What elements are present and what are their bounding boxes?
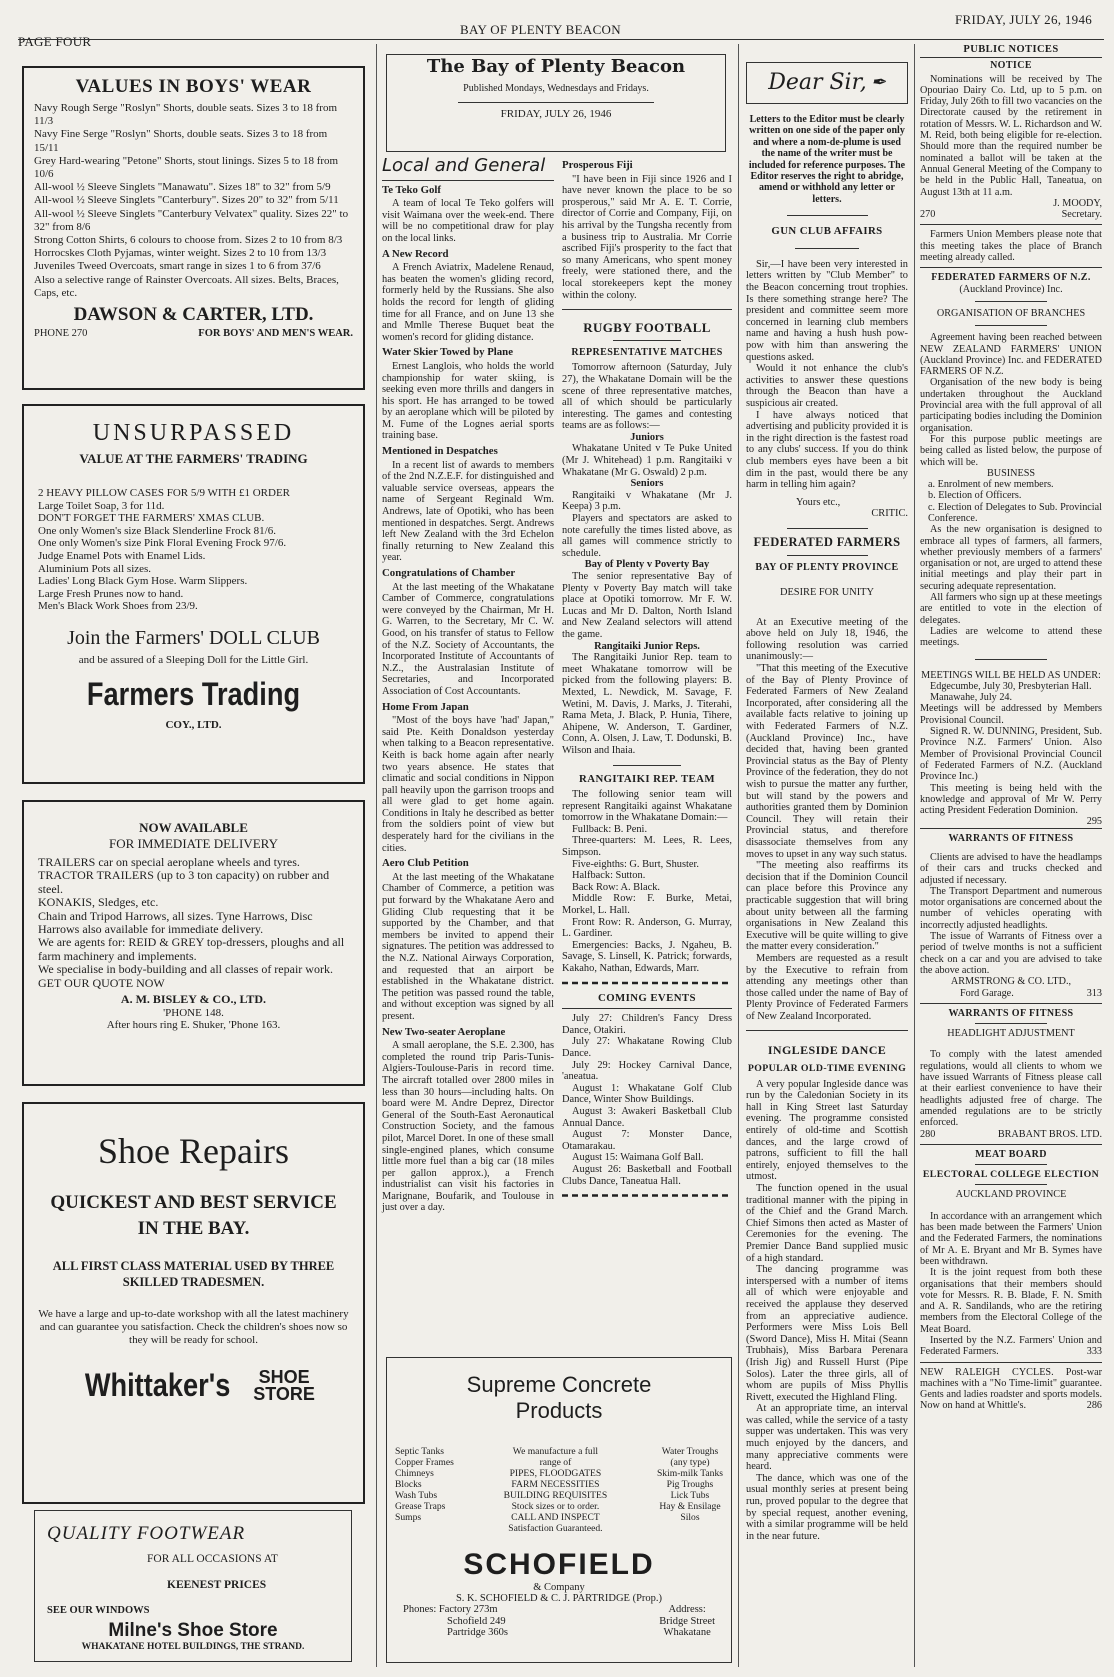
notice-body: To comply with the latest amended regulations, would all clients to whom we have issued Warrants of Fitness please call at their earliest convenience to have their headlights adjusted free of charge. The amended regulations are to be strictly enforced.: [920, 1049, 1102, 1129]
article-title: New Two-seater Aeroplane: [382, 1025, 506, 1038]
notice-firm: ARMSTRONG & CO. LTD.,: [950, 976, 1072, 988]
notice-garage: Ford Garage.: [960, 987, 1014, 999]
notice-paragraph: As the new organisation is designed to embrace all types of farmers, all farmers, whether previously members of a farmers' organisation or not, are urged to attend these initial meetings and play their part in securing adequate representation.: [920, 524, 1102, 592]
classified-ad: NEW RALEIGH CYCLES. Post-war machines with a "No Time-limit" guarantee. Gents and ladies roadster and sports models. Now on hand at Whittle's. 286: [920, 1366, 1102, 1412]
column-4: [920, 44, 1102, 1412]
notice-title: WARRANTS OF FITNESS: [948, 1007, 1074, 1019]
notice-number: 270: [920, 209, 936, 221]
team-line: Three-quarters: M. Lees, R. Lees, Simpson.: [562, 835, 732, 859]
notice-paragraph: The issue of Warrants of Fitness over a period of twelve months is not a sufficient check on a car and you are advised to take the above action.: [920, 931, 1102, 976]
letter-paragraph: Would it not enhance the club's activities to answer these questions through the Beacon than have a suspicious air created.: [746, 363, 908, 409]
notice-body: Nominations will be received by The Opouriao Dairy Co. Ltd, up to 5 p.m. on Friday, July 26th to fill two vacancies on the Directorate caused by the retirement in rotation of Messrs. W. L. Richardson and W. M. Reid, both being eligible for re-election. Should more than the required number be nominated a ballot will be taken at the Annual General Meeting of the Company to be held in the Public Hall, Taneatua, on August 13th at 11 a.m.: [920, 73, 1102, 198]
ad-title: Supreme Concrete: [466, 1372, 652, 1397]
dear-sir-text: Dear Sir,: [768, 70, 867, 96]
ad-line: Grey Hard-wearing "Petone" Shorts, stout linings. Sizes 5 to 18 from 10/6: [34, 154, 339, 181]
article-title: A New Record: [382, 247, 449, 260]
ad-boys-wear: [22, 66, 365, 390]
wavy-divider: [562, 1191, 732, 1199]
ad-line: All-wool ½ Sleeve Singlets "Canterbury Velvatex" quality. Sizes 22" to 32" from 8/6: [34, 207, 349, 233]
masthead: The Bay of Plenty Beacon: [426, 56, 686, 77]
ad-line: Large Toilet Soap, 3 for 11d.: [38, 499, 165, 512]
ad-line: Navy Rough Serge "Roslyn" Shorts, double seats. Sizes 3 to 18 from 11/3: [34, 102, 338, 128]
notice-subtitle: (Auckland Province) Inc.: [959, 283, 1063, 295]
notice-signature: J. MOODY,: [1053, 197, 1102, 209]
firm-address: WHAKATANE HOTEL BUILDINGS, THE STRAND.: [81, 1642, 305, 1652]
page-number: PAGE FOUR: [18, 34, 92, 49]
article-body: At the last meeting of the Whakatane Camber of Commerce, congratulations were conveyed by the Chairman, Mr H. G. Warren, to the Secretary, Mr C. W. Good, on his transfer of status to Fellow of the N.Z. Society of Accountants, the Incorporated Institute of Accountants of N.Z., the Australasian Institute of Secretaries, and Incorporated Association of Cost Accountants.: [382, 581, 554, 697]
ad-line: All-wool ½ Sleeve Singlets "Manawatu". Sizes 18" to 32" from 5/9: [34, 181, 331, 194]
article-paragraph: At an appropriate time, an interval was called, while the service of a tasty supper was undertaken. This was very much enjoyed by the dancers, and many appreciative comments were heard.: [746, 1403, 908, 1473]
article-body: "I have been in Fiji since 1926 and I have never known the place to be so prosperous," said Mr A. E. T. Corrie, director of Corrie and Company, Fiji, on his arrival by the Tungsha recently from a business trip to Australia. Mr Corrie ascribed Fiji's prosperity to the fact that so many Americans, who spent money freely, were stationed there, and the local storekeepers kept the money within the colony.: [562, 173, 732, 301]
ad-title: Shoe Repairs: [98, 1131, 289, 1171]
column-2b: [562, 156, 732, 1203]
article-body: In a recent list of awards to members of the 2nd N.Z.E.F. for distinguished and valuable service overseas, appears the name of Sergeant Reginald Wm. Andrews, late of Opotiki, who has been mentioned in despatches. Sergt. Andrews left New Zealand with the 3rd Echelon finally returning to New Zealand this year.: [382, 459, 554, 564]
section-title: PUBLIC NOTICES: [963, 44, 1059, 55]
article-title: Water Skier Towed by Plane: [382, 346, 513, 359]
article-body: Tomorrow afternoon (Saturday, July 27), the Whakatane Domain will be the scene of three representative matches, all of which should be particularly interesting. The games and contesting teams are as follows:—: [562, 362, 732, 432]
phone-number: Phones: Factory 273m: [403, 1604, 498, 1615]
notice-paragraph: Ladies are welcome to attend these meetings.: [920, 625, 1102, 649]
business-heading: BUSINESS: [986, 467, 1036, 479]
product-item: range of: [539, 1457, 572, 1468]
article-title: FEDERATED FARMERS: [753, 534, 901, 549]
ad-line: Juveniles Tweed Overcoats, smart range in sizes 1 to 6 from 37/6: [34, 260, 321, 273]
ad-line: FOR ALL OCCASIONS AT: [147, 1553, 278, 1565]
product-item: (any type): [670, 1457, 710, 1468]
event-item: July 27: Children's Fancy Dress Dance, Otakiri.: [562, 1013, 732, 1036]
notice-paragraph: Agreement having been reached between NEW ZEALAND FARMERS' UNION (Auckland Province) Inc. and FEDERATED FARMERS OF N.Z.: [920, 332, 1102, 378]
dear-sir-logo: [746, 62, 908, 104]
product-item: Skim-milk Tanks: [656, 1468, 723, 1479]
product-item: Grease Traps: [395, 1501, 446, 1512]
article-title: Mentioned in Despatches: [382, 445, 498, 458]
notice-body: Signed R. W. DUNNING, President, Sub. Province N.Z. Farmers' Union. Also Member of Provisional Provincial Council of Federated Farmers of N.Z. (Auckland Province Inc.): [920, 726, 1102, 783]
ad-line: Strong Cotton Shirts, 6 colours to choose from. Sizes 2 to 10 from 8/3: [34, 234, 343, 247]
ad-line: TRACTOR TRAILERS (up to 3 ton capacity) on rubber and steel.: [38, 868, 330, 896]
ad-line: Also a selective range of Rainster Overcoats. All sizes. Belts, Braces, Caps, etc.: [34, 273, 339, 299]
article-title: Te Teko Golf: [382, 183, 442, 196]
product-item: PIPES, FLOODGATES: [509, 1468, 602, 1479]
ad-shoe-repairs: [22, 1102, 365, 1504]
meeting-item: Manawahe, July 24.: [930, 692, 1013, 704]
team-line: Back Row: A. Black.: [572, 881, 661, 893]
ad-line: We specialise in body-building and all classes of repair work. GET OUR QUOTE NOW: [38, 962, 333, 990]
article-title: COMING EVENTS: [598, 991, 696, 1004]
ad-line: Ladies' Long Black Gym Hose. Warm Slippers.: [38, 575, 248, 588]
ad-line: Navy Fine Serge "Roslyn" Shorts, double seats. Sizes 3 to 18 from 15/11: [34, 128, 328, 154]
section-title: Local and General: [382, 155, 546, 176]
product-item: Sumps: [395, 1512, 422, 1523]
firm-name: SCHOFIELD: [463, 1548, 655, 1581]
ad-line: DON'T FORGET THE FARMERS' XMAS CLUB.: [38, 512, 265, 525]
article-subtitle: BAY OF PLENTY PROVINCE: [755, 561, 899, 573]
letters-rules: Letters to the Editor must be clearly written on one side of the paper only and where a nom-de-plume is used the name of the writer must be included for reference purposes. The Editor reserves the right to abridge, amend or withhold any letter or letters.: [748, 114, 906, 205]
subheading: Juniors: [630, 431, 664, 443]
firm-name: Farmers Trading: [86, 675, 301, 712]
article-paragraph: "That this meeting of the Executive of the Bay of Plenty Province of Federated Farmers of New Zealand Incorporated, after considering all the available facts relative to joining up with Federated Farmers of N.Z. (Auckland Province) Inc., have decided that, having been granted Provincial status as the Bay of Plenty Province of the federation, they do not wish to pursue the matter any further, but will stand by the powers and authorities granted them by Dominion Council. They will retain their Provincial status, and therefore disassociate themselves from any moves to upset in any way such status.: [746, 663, 908, 860]
notice-paragraph: In accordance with an arrangement which has been made between the Farmers' Union and the Federated Farmers, the nominations of Mr A. E. Bryant and Mr B. Symes have been withdrawn.: [920, 1210, 1102, 1267]
issue-date: FRIDAY, JULY 26, 1946: [500, 108, 612, 121]
masthead-box: [386, 54, 726, 152]
ad-bisley: [22, 800, 365, 1086]
event-item: July 29: Hockey Carnival Dance, 'aneatua.: [562, 1059, 732, 1083]
product-item: Hay & Ensilage: [659, 1501, 721, 1512]
column-rule: [738, 44, 739, 1667]
ad-line: One only Women's size Pink Floral Evening Frock 97/6.: [38, 537, 287, 550]
team-line: Front Row: R. Anderson, G. Murray, L. Gardiner.: [562, 916, 732, 940]
ad-line: All-wool ½ Sleeve Singlets "Canterbury". Sizes 20" to 32" from 5/11: [34, 194, 339, 207]
ad-subtitle: FOR IMMEDIATE DELIVERY: [109, 836, 278, 851]
product-item: Septic Tanks: [395, 1446, 444, 1457]
subheading: Bay of Plenty v Poverty Bay: [584, 559, 710, 571]
article-body: Whakatane United v Te Puke United (Mr J. Whitehead) 1 p.m. Rangitaiki v Whakatane (Mr G. Oswald) 2 p.m.: [562, 443, 732, 478]
product-list: [395, 1446, 454, 1534]
ad-line: KEENEST PRICES: [167, 1579, 267, 1591]
firm-subtitle: COY., LTD.: [165, 718, 222, 731]
article-paragraph: At an Executive meeting of the above held on July 18, 1946, the following resolution was carried unanimously:—: [746, 616, 908, 663]
address-line: Whakatane: [663, 1627, 711, 1638]
article-title: GUN CLUB AFFAIRS: [771, 225, 883, 238]
notice-paragraph: The Transport Department and numerous motor organisations are concerned about the number of vehicles operating with incorrectly adjusted headlights.: [920, 885, 1102, 931]
article-body: Players and spectators are asked to note carefully the times listed above, as all games will commence strictly to schedule.: [562, 513, 732, 559]
notice-title: MEAT BOARD: [975, 1148, 1047, 1160]
article-title: Home From Japan: [382, 700, 469, 713]
quill-pen-icon: ✒: [870, 72, 886, 94]
business-item: b. Election of Officers.: [928, 490, 1022, 502]
notice-subtitle: HEADLIGHT ADJUSTMENT: [947, 1028, 1075, 1040]
address-label: Address:: [668, 1604, 706, 1615]
article-body: A French Aviatrix, Madelene Renaud, has beaten the women's gliding record, formerly held by the Russians. She also holds the record for length of gliding time for all France, and on June 13 she and Mmlle Therese Buquet beat the women's record for gliding distance.: [382, 262, 554, 343]
ad-line: Judge Enamel Pots with Enamel Lids.: [38, 549, 206, 562]
article-subtitle: POPULAR OLD-TIME EVENING: [747, 1063, 907, 1075]
product-item: Copper Frames: [395, 1457, 454, 1468]
doll-club-note: and be assured of a Sleeping Doll for the Little Girl.: [78, 653, 309, 666]
product-item: CALL AND INSPECT: [511, 1512, 600, 1523]
after-hours: After hours ring E. Shuker, 'Phone 163.: [106, 1019, 281, 1032]
firm-name: A. M. BISLEY & CO., LTD.: [120, 992, 267, 1007]
ad-material: ALL FIRST CLASS MATERIAL USED BY THREE SKILLED TRADESMEN.: [52, 1259, 335, 1289]
notice-subtitle: ORGANISATION OF BRANCHES: [936, 307, 1086, 319]
ad-line: We are agents for: REID & GREY top-dressers, ploughs and all farm machinery and implements.: [38, 935, 345, 963]
article-body: The Rangitaiki Junior Rep. team to meet Whakatane tomorrow will be picked from the following players: B. Mexted, L. Newdick, M. Savage, F. Wetini, M. Davis, J. Marks, J. Titerahi, Rama Meta, J. Black, P. Hunia, Tihere, Ahipene, W. Anderson, T. Gardiner, Conn, A. Olsen, J. Law, T. Dodunski, B. Wilson and Ihaia.: [562, 652, 732, 756]
phone-number: Schofield 249: [447, 1615, 506, 1627]
notice-body: Meetings will be addressed by Members Provisional Council.: [920, 703, 1102, 726]
article-paragraph: A very popular Ingleside dance was run by the Caledonian Society in its hall in King Street last Saturday evening. The programme consisted entirely of old-time and Scottish dances, and the large crowd of patrons, sufficient to fill the hall entirely, enjoyed themselves to the utmost.: [746, 1078, 908, 1183]
notice-number: 313: [1086, 987, 1102, 999]
team-line: Middle Row: F. Burke, Metai, Morkel, L. Hall.: [562, 893, 732, 917]
business-item: c. Election of Delegates to Sub. Provincial Conference.: [928, 501, 1102, 524]
ad-title: QUALITY FOOTWEAR: [47, 1523, 246, 1544]
column-rule: [914, 44, 915, 1667]
notice-paragraph: Organisation of the new body is being undertaken throughout the Auckland Provincial area with the full approval of all participating bodies including the Dominion organisation.: [920, 377, 1102, 434]
ad-supreme-concrete: [386, 1357, 732, 1663]
notice-paragraph: For this purpose public meetings are being called as listed below, the purpose of which will be.: [920, 433, 1102, 468]
ad-line: KONAKIS, Sledges, etc.: [38, 895, 159, 910]
product-item: Silos: [680, 1512, 700, 1523]
event-item: August 1: Whakatane Golf Club Dance, Winter Show Buildings.: [562, 1082, 732, 1106]
article-body: Rangitaiki v Whakatane (Mr J. Keepa) 3 p.m.: [562, 489, 732, 513]
firm-proprietors: S. K. SCHOFIELD & C. J. PARTRIDGE (Prop.): [455, 1593, 663, 1604]
letter-signature: CRITIC.: [871, 508, 908, 520]
ad-body: We have a large and up-to-date workshop with all the latest machinery and can guarantee you satisfaction. Check the children's shoes now so they will be ready for school.: [38, 1308, 349, 1346]
notice-paragraph: Clients are advised to have the headlamps of their cars and trucks checked and adjusted if necessary.: [920, 852, 1102, 886]
product-item: BUILDING REQUISITES: [503, 1490, 608, 1501]
article-title: Congratulations of Chamber: [382, 567, 516, 579]
article-title: INGLESIDE DANCE: [767, 1043, 887, 1058]
article-paragraph: The function opened in the usual traditional manner with the piping in of the Chief and the Grand March. Chief Simons then acted as Master of Ceremonies for the evening. The Premier Dance Band supplied music of a high standard.: [746, 1183, 908, 1264]
wavy-divider: [562, 979, 732, 987]
notice-subtitle: ELECTORAL COLLEGE ELECTION: [922, 1169, 1100, 1181]
notice-subtitle: AUCKLAND PROVINCE: [955, 1189, 1067, 1201]
ad-line: Large Fresh Prunes now to hand.: [38, 587, 184, 600]
notice-number: 280: [920, 1128, 936, 1140]
phone-number: PHONE 270: [34, 328, 88, 340]
doll-club: Join the Farmers' DOLL CLUB: [67, 626, 320, 649]
article-body: A small aeroplane, the S.E. 2.300, has completed the round trip Paris-Tunis-Algiers-Toulouse-Paris in record time. The aircraft totalled over 2800 miles in less than 30 hours—including halts. On board were M. Andre Deprez, Director General of the South-East Aeronautical Construction Society, and the famous pilot, Marcel Doret. In one of these small single-engined planes, which consume little more fuel than a big car (18 miles per gallon approx.), a French industrialist can visit his factories in Marignane, Boufarik, and Toulouse in just over a day.: [382, 1040, 554, 1214]
subheading: Rangitaiki Junior Reps.: [594, 640, 700, 652]
notice-paragraph: It is the joint request from both these organisations that their members should vote for Messrs. R. B. Blade, F. N. Smith and A. R. Sandilands, who are the retiring members from the Electoral College of the Meat Board.: [920, 1267, 1102, 1335]
product-item: We manufacture a full: [512, 1446, 599, 1457]
notice-title: FEDERATED FARMERS OF N.Z.: [931, 272, 1091, 284]
phone-number: Partridge 360s: [447, 1627, 508, 1638]
publication-days: Published Mondays, Wednesdays and Fridays.: [463, 82, 649, 94]
article-title: Aero Club Petition: [382, 857, 469, 870]
ad-line: TRAILERS car on special aeroplane wheels and tyres.: [38, 855, 300, 869]
letter-paragraph: I have always noticed that advertising and publicity provided it is in the right direction is the fastest road to any clubs' success. If you do think club members eyes have been a bit dim in the past, would there be any harm in telling him again?: [746, 409, 908, 491]
event-item: August 7: Monster Dance, Otamarakau.: [562, 1129, 732, 1152]
ad-subtitle: VALUE AT THE FARMERS' TRADING: [79, 451, 308, 466]
ad-title: VALUES IN BOYS' WEAR: [75, 76, 312, 97]
firm-side-1: SHOE: [258, 1366, 310, 1387]
notice-title: WARRANTS OF FITNESS: [948, 832, 1074, 844]
product-item: FARM NECESSITIES: [511, 1479, 600, 1490]
ad-subtitle: QUICKEST AND BEST SERVICE IN THE BAY.: [50, 1192, 337, 1239]
article-body: At the last meeting of the Whakatane Chamber of Commerce, a petition was put forward by the Whakatane Aero and Gliding Club requesting that it be supported by the Chamber, and that members be invited to append their signatures. The petition was addressed to the N.Z. National Airways Corporation, and requested that an airport be established in the Whakatane district. The petition was passed round the table, and without exception was signed by all present.: [382, 871, 554, 1022]
ad-lines: [34, 102, 353, 300]
ad-title: NOW AVAILABLE: [139, 820, 248, 835]
product-list: [657, 1446, 723, 1534]
letter-signoff: Yours etc.,: [796, 496, 841, 508]
firm-name: Milne's Shoe Store: [108, 1620, 278, 1641]
subheading: RANGITAIKI REP. TEAM: [579, 772, 715, 785]
product-item: Water Troughs: [661, 1446, 719, 1457]
notice-title: NOTICE: [990, 60, 1032, 72]
local-and-general: [382, 155, 554, 1214]
phone-number: 'PHONE 148.: [163, 1007, 224, 1020]
ad-farmers-trading: [22, 404, 365, 784]
team-line: Five-eighths: G. Burt, Shuster.: [572, 858, 699, 870]
event-item: July 27: Whakatane Rowing Club Dance.: [562, 1036, 732, 1059]
letter-paragraph: Sir,—I have been very interested in letters written by "Club Member" to the Beacon concerning trout trophies. Is there something strange here? The president and committee seem more concerned in learning club members name and having a hush hush pow-pow with him than answering the questions asked.: [746, 258, 908, 363]
product-item: Stock sizes or to order.: [511, 1501, 600, 1512]
address-line: Bridge Street: [659, 1615, 715, 1627]
header-rule: [18, 39, 1104, 40]
team-line: Halfback: Sutton.: [572, 870, 646, 882]
ad-line: Aluminium Pots all sizes.: [38, 562, 152, 575]
article-paragraph: "The meeting also reaffirms its decision that if the Dominion Council can place before this Province any practicable suggestion that will bring about unity between all the farming organisations in New Zealand this Executive will be quite willing to give the matter every consideration.": [746, 860, 908, 953]
article-paragraph: The dancing programme was interspersed with a number of items all of which were enjoyable and received the applause they deserved from an appreciative audience. Performers were Miss Lois Bell (Sword Dance), Miss H. Mitai (Seann Trubhais), Miss Barbara Perenara (Irish Jig) and Russell Hurst (Pipe Solos). Later the three girls, all of whom are pupils of Miss Phyllis Rivett, executed the Highland Fling.: [746, 1264, 908, 1403]
product-item: Satisfaction Guaranteed.: [508, 1523, 603, 1534]
subheading: Seniors: [630, 478, 664, 490]
ad-quality-footwear: [34, 1510, 352, 1662]
ad-line: One only Women's size Black Slenderline Frock 81/6.: [38, 524, 276, 537]
product-item: Wash Tubs: [395, 1490, 438, 1501]
ad-line: 2 HEAVY PILLOW CASES FOR 5/9 WITH £1 ORDER: [38, 487, 290, 499]
article-paragraph: Members are requested as a result by the Executive to refrain from attending any meetings other than those called under the name of Bay of Plenty Province of Federated Farmers of New Zealand Incorporated.: [746, 952, 908, 1022]
article-paragraph: The dance, which was one of the usual monthly series at present being run, proved popular to the degree that by special request, another evening, with a similar programme will be held in the near future.: [746, 1472, 908, 1542]
firm-name: Whittaker's: [84, 1367, 231, 1403]
business-item: a. Enrolment of new members.: [928, 479, 1054, 491]
meetings-heading: MEETINGS WILL BE HELD AS UNDER:: [921, 669, 1101, 681]
article-subtitle: DESIRE FOR UNITY: [779, 587, 875, 599]
event-item: August 15: Waimana Golf Ball.: [572, 1152, 704, 1164]
notice-body: This meeting is being held with the knowledge and approval of Mr W. Perry acting President Federation Dominion. 295: [920, 782, 1102, 828]
notice-role: Secretary.: [1061, 209, 1102, 221]
newspaper-name-header: BAY OF PLENTY BEACON: [460, 22, 621, 37]
ad-lines: [38, 856, 349, 990]
team-line: Fullback: B. Peni.: [572, 823, 648, 835]
column-3: [746, 44, 908, 1542]
article-title: RUGBY FOOTBALL: [583, 320, 711, 336]
issue-date-header: FRIDAY, JULY 26, 1946: [955, 12, 1093, 27]
product-item: Lick Tubs: [670, 1490, 710, 1501]
notice-firm: BRABANT BROS. LTD.: [997, 1128, 1102, 1140]
column-2: [382, 44, 732, 142]
article-body: "Most of the boys have 'had' Japan," said Pte. Keith Donaldson yesterday when talking to a Beacon representative. Keith is back home again after nearly two years absence. He states that climatic and social conditions in Nippon pall heavily upon the garrison troops and all were glad to get home again. Conditions in Italy he described as better from the soldiers point of view but desperately hard for the civilians in the cities.: [382, 715, 554, 854]
event-item: August 26: Basketball and Football Clubs Dance, Taneatua Hall.: [562, 1163, 732, 1187]
notice-body: Inserted by the N.Z. Farmers' Union and Federated Farmers. 333: [920, 1334, 1102, 1358]
ad-line: SEE OUR WINDOWS: [47, 1605, 150, 1616]
article-body: The following senior team will represent Rangitaiki against Whakatane tomorrow in the Whakatane Domain:—: [562, 789, 732, 824]
ad-lines: [38, 487, 349, 613]
team-line: Emergencies: Backs, J. Ngaheu, B. Savage, S. Linsell, K. Patrick; forwards, Kakaho, Nathan, Edwards, Marr.: [562, 939, 732, 974]
firm-company: & Company: [533, 1582, 585, 1593]
ad-title: UNSURPASSED: [92, 420, 295, 446]
ad-tagline: FOR BOYS' AND MEN'S WEAR.: [198, 328, 353, 340]
column-rule: [376, 44, 377, 1667]
ad-line: Horrocskes Cloth Pyjamas, winter weight. Sizes 2 to 10 from 13/3: [34, 247, 327, 260]
article-body: The senior representative Bay of Plenty v Poverty Bay match will take place at Opotiki tomorrow. Mr F. W. Lucas and Mr D. Dalton, North Island and New Zealand selectors will attend the game.: [562, 571, 732, 640]
product-item: Pig Troughs: [666, 1479, 714, 1490]
product-list: [504, 1446, 608, 1534]
meeting-item: Edgecumbe, July 30, Presbyterian Hall.: [930, 680, 1092, 692]
ad-line: Men's Black Work Shoes from 23/9.: [38, 600, 198, 613]
notice-body: Farmers Union Members please note that this meeting takes the place of Branch meeting already called.: [920, 229, 1102, 264]
ad-title: Products: [515, 1398, 603, 1423]
article-body: Ernest Langlois, who holds the world championship for water skiing, is seeking even more thrills and dangers in his sport. He has arranged to be towed by an aeroplane which will be piloted by M. Fume of the Lognes aerial sports training base.: [382, 360, 554, 442]
article-title: Prosperous Fiji: [562, 159, 633, 171]
notice-paragraph: All farmers who sign up at these meetings are entitled to vote in the election of delegates.: [920, 592, 1102, 626]
product-item: Blocks: [395, 1479, 422, 1490]
event-item: August 3: Awakeri Basketball Club Annual Dance.: [562, 1105, 732, 1129]
firm-side-2: STORE: [253, 1383, 315, 1404]
product-item: Chimneys: [395, 1468, 434, 1479]
article-body: A team of local Te Teko golfers will visit Waimana over the week-end. There will be no competitional draw for play on the local links.: [382, 198, 554, 244]
ad-line: Chain and Tripod Harrows, all sizes. Tyne Harrows, Disc Harrows also available for immediate delivery.: [38, 908, 313, 937]
article-subtitle: REPRESENTATIVE MATCHES: [571, 346, 723, 358]
firm-name: DAWSON & CARTER, LTD.: [73, 304, 314, 326]
